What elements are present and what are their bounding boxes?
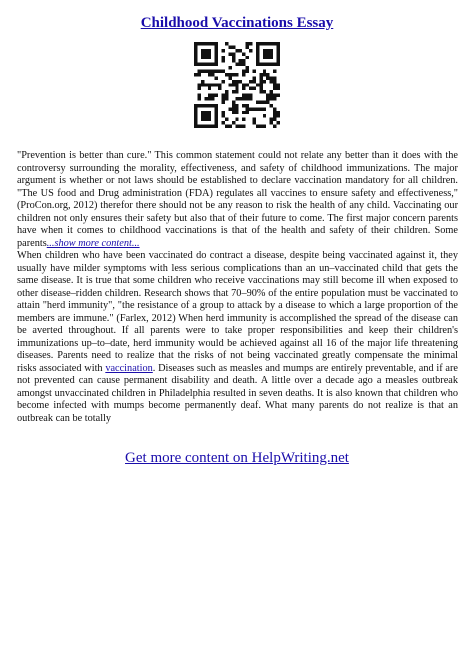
essay-body bbox=[17, 150, 458, 425]
paragraph-1-text: "Prevention is better than cure." This common statement could not relate any better than it does with the controversy surrounding the morality, effectiveness, and safety of childhood immunizations. The major argument is whether or not laws should be established to declare vaccination mandatory for all children. "The US food and Drug administration (FDA) regulates all vaccines to ensure safety and effectiveness," (ProCon.org, 2012) therefor there should not be any reason to risk the health of any child. Vaccinating our children not only ensures their safety but also that of their future to come. The first major concern parents have when it comes to childhood vaccinations is that of the health and safety of their children. Some parents bbox=[17, 150, 458, 249]
document-title[interactable]: Childhood Vaccinations Essay bbox=[140, 15, 334, 31]
paragraph-2-text-b: . Diseases such as measles and mumps are entirely preventable, and if are not prevented can cause permanent disability and death. A little over a decade ago a measles outbreak amongst unvaccinated children in Philadelphia resulted in seven deaths. It is also known that children who become infected with mumps become permanently deaf. What many parents do not realize is that an outbreak can be totally bbox=[17, 362, 458, 424]
footer-link[interactable]: Get more content on HelpWriting.net bbox=[125, 450, 349, 466]
vaccination-link[interactable]: vaccination bbox=[105, 362, 153, 374]
qr-code-icon bbox=[194, 42, 280, 128]
essay-paragraph-1 bbox=[17, 150, 458, 250]
show-more-link[interactable]: ...show more content... bbox=[46, 237, 140, 249]
paragraph-2-text-a: When children who have been vaccinated do contract a disease, despite being vaccinated against it, they usually have milder symptoms with less serious complications than an un–vaccinated child that gets the same disease. It is true that some children who receive vaccinations may still become ill when exposed to other disease–ridden children. Research shows that 70–90% of the entire population must be vaccinated to attain "herd immunity", "the resistance of a group to attack by a disease to which a large proportion of the members are immune." (Farlex, 2012) When herd immunity is accomplished the spread of the disease can be averted throughout. If all parents were to take proper responsibilities and keep their children's immunizations up–to–date, herd immunity would be achieved against all 16 of the major life threatening diseases. Parents need to realize that the risks of not being vaccinated greatly compensate the minimal risks associated with bbox=[17, 250, 458, 374]
essay-paragraph-2 bbox=[17, 250, 458, 425]
